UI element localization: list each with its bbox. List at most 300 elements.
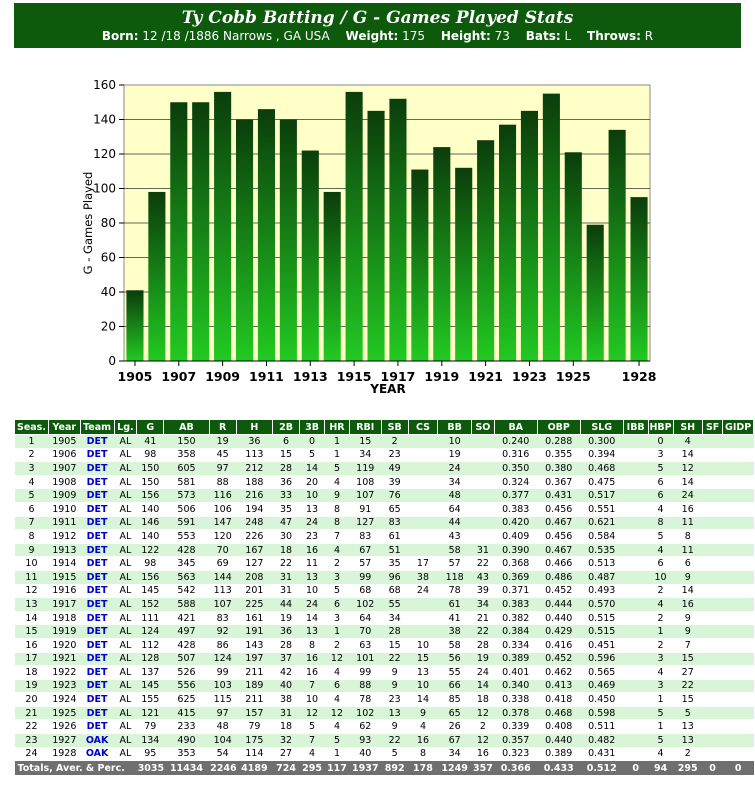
table-cell (723, 598, 754, 612)
table-cell (408, 489, 437, 503)
totals-cell: 295 (300, 761, 325, 776)
table-cell: 605 (164, 462, 209, 476)
table-cell: 24 (673, 489, 702, 503)
table-row (15, 543, 754, 557)
table-cell: 22 (381, 652, 408, 666)
table-cell: 96 (381, 570, 408, 584)
table-cell (723, 462, 754, 476)
table-cell: 0 (648, 435, 673, 449)
table-cell: AL (114, 475, 137, 489)
table-cell (723, 747, 754, 761)
table-cell: 5 (648, 706, 673, 720)
table-cell: 15 (673, 693, 702, 707)
table-cell: 10 (408, 638, 437, 652)
table-cell: 0.451 (580, 638, 623, 652)
totals-cell: 2246 (210, 762, 237, 774)
bar-1918 (411, 170, 428, 361)
bar-1926 (587, 225, 604, 361)
table-cell: 99 (349, 666, 381, 680)
table-cell: 1928 (48, 747, 80, 761)
table-cell: 12 (325, 706, 350, 720)
table-cell: 0.355 (537, 448, 580, 462)
table-cell: 12 (673, 462, 702, 476)
team-link[interactable]: DET (80, 502, 114, 516)
table-cell (702, 448, 722, 462)
table-cell: 1924 (48, 693, 80, 707)
totals-cell: 4189 (236, 761, 272, 776)
table-cell (723, 666, 754, 680)
born-label: Born: (101, 29, 139, 43)
totals-cell: 0 (723, 761, 754, 776)
table-cell: 0.456 (537, 502, 580, 516)
table-cell: 33 (272, 489, 299, 503)
table-cell: 1909 (48, 489, 80, 503)
table-cell: 5 (648, 530, 673, 544)
table-cell: 38 (272, 693, 299, 707)
table-cell: 18 (272, 543, 299, 557)
y-axis-label: G - Games Played (81, 171, 95, 275)
table-cell: 1 (648, 720, 673, 734)
bats-label: Bats: (525, 29, 561, 43)
bar-1922 (499, 125, 516, 361)
table-row (15, 448, 754, 462)
table-cell: 106 (209, 502, 236, 516)
y-tick-label: 60 (100, 250, 116, 265)
table-cell: 11 (300, 557, 325, 571)
table-cell: 0.511 (580, 720, 623, 734)
team-link[interactable]: DET (80, 530, 114, 544)
table-cell: 563 (164, 570, 209, 584)
table-cell: 201 (236, 584, 272, 598)
col-header-9: 3B (300, 420, 325, 435)
table-cell: 0.598 (580, 706, 623, 720)
table-cell: 67 (349, 543, 381, 557)
table-cell: 34 (438, 747, 472, 761)
table-cell: 111 (137, 611, 164, 625)
table-cell: 118 (438, 570, 472, 584)
x-tick-label: 1907 (161, 369, 197, 384)
team-link[interactable]: OAK (80, 747, 114, 761)
table-row (15, 679, 754, 693)
table-cell: 0.340 (494, 679, 537, 693)
table-cell: 121 (137, 706, 164, 720)
table-cell: 23 (381, 693, 408, 707)
table-cell: 64 (438, 502, 472, 516)
table-cell: 134 (137, 734, 164, 748)
table-cell: 15 (15, 625, 49, 639)
team-link[interactable]: DET (80, 706, 114, 720)
table-cell: 0.420 (494, 516, 537, 530)
table-cell: 0.456 (537, 530, 580, 544)
table-cell: 40 (272, 679, 299, 693)
table-cell (623, 570, 648, 584)
table-cell: 506 (164, 502, 209, 516)
table-cell: 9 (325, 489, 350, 503)
team-link[interactable]: DET (80, 679, 114, 693)
table-cell: 2 (15, 448, 49, 462)
table-cell: AL (114, 693, 137, 707)
table-cell (723, 435, 754, 449)
team-link[interactable]: DET (80, 462, 114, 476)
table-cell: 1926 (48, 720, 80, 734)
table-row (15, 502, 754, 516)
table-cell: 0.475 (580, 475, 623, 489)
col-header-17: OBP (537, 420, 580, 435)
table-cell: 147 (209, 516, 236, 530)
team-link[interactable]: DET (80, 435, 114, 449)
table-cell: 34 (472, 598, 495, 612)
table-cell (702, 570, 722, 584)
table-cell: 124 (209, 652, 236, 666)
table-cell: 1 (325, 435, 350, 449)
table-cell: 107 (349, 489, 381, 503)
table-cell: 0 (300, 435, 325, 449)
table-cell: 358 (164, 448, 209, 462)
table-cell: 1920 (48, 638, 80, 652)
table-header-row (15, 420, 754, 435)
team-link[interactable]: OAK (80, 734, 114, 748)
table-cell: 14 (673, 475, 702, 489)
table-cell: 1911 (48, 516, 80, 530)
table-cell: 3 (15, 462, 49, 476)
table-cell: 21 (472, 611, 495, 625)
team-link[interactable]: DET (80, 638, 114, 652)
table-cell: 19 (15, 679, 49, 693)
table-cell (623, 611, 648, 625)
team-link[interactable]: DET (80, 584, 114, 598)
table-cell: 6 (272, 435, 299, 449)
throws-value: R (644, 29, 654, 43)
table-cell: 14 (673, 448, 702, 462)
table-cell: 2 (648, 611, 673, 625)
table-cell (623, 625, 648, 639)
table-cell (723, 706, 754, 720)
table-cell: 16 (300, 652, 325, 666)
table-cell: AL (114, 502, 137, 516)
table-cell: 58 (438, 638, 472, 652)
team-link[interactable]: DET (80, 598, 114, 612)
team-link[interactable]: DET (80, 489, 114, 503)
table-cell (723, 489, 754, 503)
table-cell: 0.389 (537, 747, 580, 761)
table-cell: 248 (236, 516, 272, 530)
table-cell: 4 (648, 598, 673, 612)
table-cell: 0.444 (537, 598, 580, 612)
table-cell: 0.429 (537, 625, 580, 639)
table-cell (702, 543, 722, 557)
title-banner (14, 3, 741, 48)
team-link[interactable]: DET (80, 516, 114, 530)
table-cell: 7 (325, 530, 350, 544)
table-cell: 4 (648, 666, 673, 680)
table-cell: 8 (300, 638, 325, 652)
table-cell: 4 (15, 475, 49, 489)
table-cell (702, 652, 722, 666)
table-cell: 30 (272, 530, 299, 544)
table-cell: 19 (472, 652, 495, 666)
table-cell: 1907 (48, 462, 80, 476)
table-cell (723, 625, 754, 639)
table-cell: 0.377 (494, 489, 537, 503)
team-link[interactable]: DET (80, 720, 114, 734)
table-cell: 0.384 (494, 625, 537, 639)
totals-cell: 178 (408, 761, 437, 776)
table-cell: 0.596 (580, 652, 623, 666)
table-cell: 7 (15, 516, 49, 530)
col-header-15: SO (472, 420, 495, 435)
birthplace: Narrows , GA USA (222, 29, 330, 43)
table-cell: AL (114, 625, 137, 639)
bar-1913 (302, 151, 319, 361)
table-cell: 61 (381, 530, 408, 544)
table-cell: 211 (236, 666, 272, 680)
table-cell: 40 (349, 747, 381, 761)
table-cell: 14 (300, 462, 325, 476)
col-header-13: CS (408, 420, 437, 435)
table-cell: AL (114, 462, 137, 476)
table-cell: 146 (137, 516, 164, 530)
table-cell: AL (114, 666, 137, 680)
totals-cell: 0 (702, 761, 722, 776)
table-cell: 4 (673, 435, 702, 449)
table-cell: 102 (349, 706, 381, 720)
team-link[interactable]: DET (80, 448, 114, 462)
table-cell: 0.371 (494, 584, 537, 598)
table-cell: 107 (209, 598, 236, 612)
totals-cell: 892 (381, 761, 408, 776)
table-cell: 0.513 (580, 557, 623, 571)
table-cell (623, 502, 648, 516)
table-cell: 1910 (48, 502, 80, 516)
table-cell: 5 (300, 720, 325, 734)
table-cell: 3 (648, 679, 673, 693)
table-cell (472, 475, 495, 489)
born-value: 12 /18 /1886 (142, 29, 220, 43)
table-cell: 68 (381, 584, 408, 598)
table-cell: 150 (137, 462, 164, 476)
table-cell: 55 (381, 598, 408, 612)
table-cell (702, 638, 722, 652)
table-cell (408, 475, 437, 489)
table-cell: 507 (164, 652, 209, 666)
table-cell: 10 (300, 584, 325, 598)
team-link[interactable]: DET (80, 666, 114, 680)
table-cell (472, 462, 495, 476)
table-cell (472, 530, 495, 544)
table-cell: AL (114, 720, 137, 734)
table-cell: 155 (137, 693, 164, 707)
bar-1921 (477, 140, 494, 361)
table-cell: 6 (325, 679, 350, 693)
table-cell: 144 (209, 570, 236, 584)
table-row (15, 625, 754, 639)
table-cell: 2 (648, 638, 673, 652)
table-row (15, 557, 754, 571)
table-cell: 2 (673, 747, 702, 761)
table-cell: 345 (164, 557, 209, 571)
table-cell: 91 (349, 502, 381, 516)
bar-1915 (346, 92, 363, 361)
table-cell: AL (114, 652, 137, 666)
table-cell: 145 (137, 584, 164, 598)
table-cell: 0.469 (580, 679, 623, 693)
y-tick-label: 80 (100, 216, 116, 230)
table-cell: 78 (349, 693, 381, 707)
table-cell (472, 489, 495, 503)
table-cell: 49 (381, 462, 408, 476)
table-cell: 0.409 (494, 530, 537, 544)
table-cell: 8 (325, 516, 350, 530)
table-cell: 58 (438, 543, 472, 557)
table-cell: AL (114, 489, 137, 503)
table-cell: 43 (438, 530, 472, 544)
table-cell: 0.467 (537, 543, 580, 557)
bar-1912 (280, 120, 297, 362)
table-cell: 197 (236, 652, 272, 666)
table-cell: 127 (349, 516, 381, 530)
table-cell (472, 435, 495, 449)
table-cell: 97 (209, 706, 236, 720)
bar-1914 (324, 192, 341, 361)
table-cell: AL (114, 516, 137, 530)
table-cell: 13 (673, 734, 702, 748)
table-cell: 66 (438, 679, 472, 693)
table-cell: 10 (300, 693, 325, 707)
table-cell (702, 557, 722, 571)
table-cell: 1913 (48, 543, 80, 557)
table-cell (702, 666, 722, 680)
table-cell: 115 (209, 693, 236, 707)
table-cell: 65 (381, 502, 408, 516)
table-cell (623, 747, 648, 761)
table-cell: AL (114, 448, 137, 462)
table-cell: 116 (209, 489, 236, 503)
bar-1917 (389, 99, 406, 361)
table-cell: 79 (137, 720, 164, 734)
table-cell: 24 (408, 584, 437, 598)
totals-label: Totals, Aver. & Perc. (15, 761, 137, 776)
table-cell: 0.288 (537, 435, 580, 449)
table-cell: 1 (648, 625, 673, 639)
col-header-0: Seas. (15, 420, 49, 435)
x-tick-label: 1913 (292, 369, 328, 384)
table-cell: 1921 (48, 652, 80, 666)
table-cell: 0.452 (537, 652, 580, 666)
table-cell: 3 (325, 611, 350, 625)
table-cell: 13 (408, 666, 437, 680)
table-cell: 8 (648, 516, 673, 530)
table-cell: 21 (15, 706, 49, 720)
table-cell: 44 (438, 516, 472, 530)
table-cell: 12 (472, 706, 495, 720)
table-cell: 13 (300, 625, 325, 639)
table-cell: 39 (472, 584, 495, 598)
table-cell: 6 (648, 557, 673, 571)
table-cell: 353 (164, 747, 209, 761)
table-cell: 5 (325, 734, 350, 748)
bar-1905 (126, 290, 143, 361)
table-cell: 14 (408, 693, 437, 707)
totals-cell: 724 (272, 761, 299, 776)
table-cell: 0.467 (537, 516, 580, 530)
table-cell: 37 (272, 652, 299, 666)
col-header-14: BB (438, 420, 472, 435)
x-tick-label: 1921 (468, 369, 504, 384)
table-cell (702, 462, 722, 476)
table-cell: 1908 (48, 475, 80, 489)
team-link[interactable]: DET (80, 625, 114, 639)
table-cell: 208 (236, 570, 272, 584)
table-cell (723, 448, 754, 462)
table-cell: 140 (137, 502, 164, 516)
table-cell: 0.418 (537, 693, 580, 707)
table-cell: 1906 (48, 448, 80, 462)
team-link[interactable]: DET (80, 557, 114, 571)
team-link[interactable]: DET (80, 693, 114, 707)
throws-label: Throws: (587, 29, 641, 43)
table-cell (702, 747, 722, 761)
bar-1925 (565, 152, 582, 361)
table-cell: 15 (272, 448, 299, 462)
table-cell (472, 502, 495, 516)
totals-cell: 0.433 (537, 761, 580, 776)
table-cell: 0.482 (580, 734, 623, 748)
team-link[interactable]: DET (80, 652, 114, 666)
totals-cell: 0 (623, 761, 648, 776)
x-tick-label: 1923 (512, 369, 547, 384)
table-cell: 14 (673, 584, 702, 598)
table-cell (623, 435, 648, 449)
table-cell: 101 (349, 652, 381, 666)
team-link[interactable]: DET (80, 570, 114, 584)
table-cell: 88 (349, 679, 381, 693)
weight-label: Weight: (345, 29, 399, 43)
table-cell: 0.401 (494, 666, 537, 680)
table-cell: 0.368 (494, 557, 537, 571)
table-cell: 16 (472, 747, 495, 761)
table-cell (702, 625, 722, 639)
team-link[interactable]: DET (80, 611, 114, 625)
table-cell: 11 (673, 543, 702, 557)
totals-row (15, 761, 754, 776)
table-cell: 2 (325, 638, 350, 652)
table-cell: 122 (137, 543, 164, 557)
table-cell: 2 (472, 720, 495, 734)
table-cell: 31 (272, 706, 299, 720)
table-cell: 22 (472, 625, 495, 639)
col-header-21: SH (673, 420, 702, 435)
x-tick-label: 1919 (424, 369, 460, 384)
bar-1923 (521, 111, 538, 361)
table-cell: 0.350 (494, 462, 537, 476)
table-cell: 0.462 (537, 666, 580, 680)
table-cell: 13 (381, 706, 408, 720)
table-cell (723, 720, 754, 734)
table-cell: 0.339 (494, 720, 537, 734)
table-cell: 526 (164, 666, 209, 680)
table-cell: 5 (648, 462, 673, 476)
table-cell (702, 516, 722, 530)
table-cell: 175 (236, 734, 272, 748)
totals-cell: 117 (325, 761, 350, 776)
table-cell (723, 611, 754, 625)
table-cell: 13 (300, 570, 325, 584)
team-link[interactable]: DET (80, 543, 114, 557)
team-link[interactable]: DET (80, 475, 114, 489)
table-cell: 9 (15, 543, 49, 557)
table-cell (723, 475, 754, 489)
batting-stats-table (14, 419, 754, 776)
